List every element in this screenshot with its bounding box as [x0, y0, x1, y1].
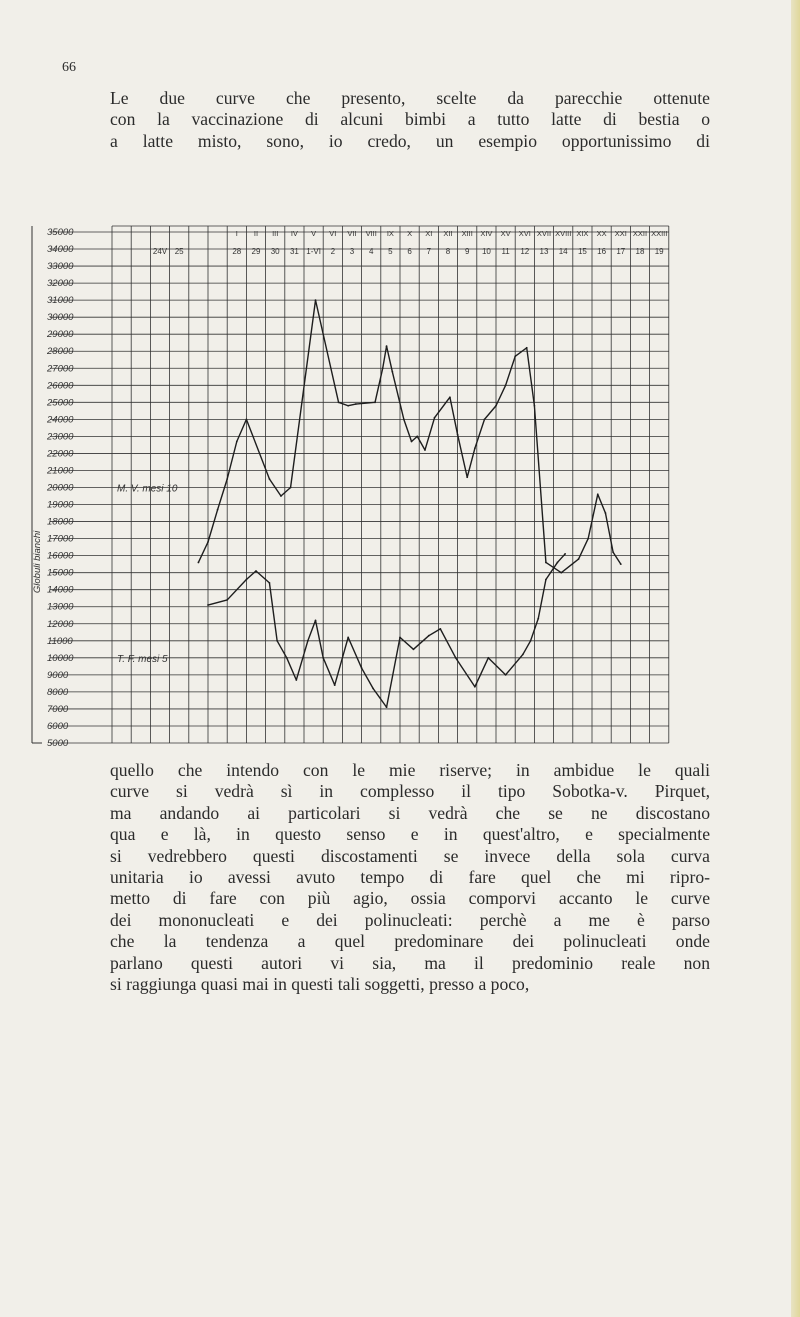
day-date: 6	[407, 247, 412, 256]
text-line: dei mononucleati e dei polinucleati: perchè a me è parso	[110, 909, 710, 930]
series-point	[597, 493, 599, 495]
y-tick-label: 13000	[47, 601, 74, 613]
series-point	[620, 563, 622, 565]
series-annotation: M. V. mesi 10	[117, 483, 178, 495]
day-date: 15	[577, 247, 587, 256]
day-numeral: VI	[329, 229, 337, 238]
series-point	[226, 599, 228, 601]
day-date: 7	[426, 247, 432, 256]
text-line: con la vaccinazione di alcuni bimbi a tutto latte di bestia o	[110, 109, 710, 130]
day-numeral: XXI	[614, 229, 627, 238]
y-tick-label: 22000	[47, 448, 74, 460]
series-point	[537, 618, 539, 620]
series-point	[526, 347, 528, 349]
series-point	[495, 405, 497, 407]
y-tick-label: 23000	[47, 431, 74, 443]
day-date: 14	[558, 247, 568, 256]
text-line: unitaria io avessi avuto tempo di fare quel che mi ripro-	[110, 867, 710, 888]
text-line: metto di fare con più agio, ossia comporvi accanto le curve	[110, 888, 710, 909]
series-point	[355, 403, 357, 405]
y-tick-label: 16000	[47, 550, 74, 562]
series-point	[269, 478, 271, 480]
series-point	[374, 401, 376, 403]
series-point	[276, 640, 278, 642]
day-date: 17	[616, 247, 626, 256]
series-point	[578, 558, 580, 560]
y-tick-label: 30000	[47, 312, 74, 324]
series-point	[246, 579, 248, 581]
series-point	[514, 355, 516, 357]
y-tick-label: 27000	[47, 363, 74, 375]
series-point	[338, 401, 340, 403]
y-tick-label: 17000	[47, 533, 74, 545]
text-line: si raggiunga quasi mai in questi tali soggetti, presso a poco,	[110, 974, 530, 995]
series-point	[545, 562, 547, 564]
day-numeral: I	[235, 229, 238, 238]
series-point	[403, 418, 405, 420]
y-tick-label: 24000	[47, 414, 74, 426]
day-numeral: II	[253, 229, 259, 238]
day-date: 19	[654, 247, 664, 256]
day-date: 10	[481, 247, 491, 256]
y-tick-label: 25000	[47, 397, 74, 409]
series-point	[587, 538, 589, 540]
series-point	[474, 686, 476, 688]
series-point	[428, 635, 430, 637]
y-tick-label: 14000	[47, 584, 74, 596]
series-point	[466, 476, 468, 478]
series-point	[605, 512, 607, 514]
series-point	[434, 417, 436, 419]
series-point	[382, 367, 384, 369]
day-date: 4	[368, 247, 374, 256]
y-tick-label: 9000	[47, 669, 69, 681]
day-numeral: VII	[347, 229, 357, 238]
series-point	[269, 582, 271, 584]
day-numeral: IV	[290, 229, 298, 238]
series-point	[399, 636, 401, 638]
y-tick-label: 19000	[47, 499, 74, 511]
series-point	[457, 434, 459, 436]
series-point	[347, 636, 349, 638]
series-point	[424, 449, 426, 451]
y-tick-label: 18000	[47, 516, 74, 528]
series-point	[246, 418, 248, 420]
text-line: quello che intendo con le mie riserve; in ambidue le quali	[110, 760, 710, 780]
text-line: ma andando ai particolari si vedrà che se ne discostano	[110, 802, 710, 823]
series-point	[534, 405, 536, 407]
day-date: 28	[232, 247, 242, 256]
y-tick-label: 21000	[47, 465, 74, 477]
day-date: 12	[520, 247, 530, 256]
day-date: 1-VI	[306, 247, 321, 256]
y-tick-label: 28000	[47, 346, 74, 358]
text-line: che la tendenza a quel predominare dei polinucleati onde	[110, 931, 710, 952]
text-line: si vedrebbero questi discostamenti se invece della sola curva	[110, 845, 710, 866]
day-date: 9	[464, 247, 470, 256]
text-line: curve si vedrà sì in complesso il tipo Sobotka-v. Pirquet,	[110, 781, 710, 802]
day-numeral: X	[407, 229, 413, 238]
body-paragraph	[110, 760, 710, 995]
day-numeral: XXII	[632, 229, 648, 238]
series-point	[236, 441, 238, 443]
series-point	[280, 495, 282, 497]
series-point	[411, 441, 413, 443]
series-point	[372, 688, 374, 690]
day-date: 11	[501, 247, 510, 256]
text-line: a latte misto, sono, io credo, un esempio opportunissimo di	[110, 130, 710, 151]
day-date: 25	[174, 247, 184, 256]
day-numeral: V	[311, 229, 317, 238]
day-numeral: XIV	[480, 229, 493, 238]
day-date: 2	[330, 247, 336, 256]
series-point	[545, 579, 547, 581]
series-point	[386, 345, 388, 347]
day-date: 24V	[152, 247, 168, 256]
y-tick-label: 7000	[47, 703, 69, 715]
day-numeral: III	[272, 229, 279, 238]
series-point	[315, 619, 317, 621]
series-point	[295, 679, 297, 681]
day-numeral: XI	[425, 229, 433, 238]
day-numeral: VIII	[365, 229, 377, 238]
y-tick-label: 10000	[47, 652, 74, 664]
day-date: 3	[349, 247, 355, 256]
series-point	[439, 628, 441, 630]
day-numeral: XV	[500, 229, 511, 238]
series-point	[522, 654, 524, 656]
series-point	[386, 706, 388, 708]
y-tick-label: 20000	[47, 482, 74, 494]
series-point	[560, 572, 562, 574]
series-point	[217, 509, 219, 511]
series-line	[208, 554, 565, 707]
series-point	[455, 657, 457, 659]
series-point	[347, 405, 349, 407]
series-point	[557, 562, 559, 564]
series-point	[449, 396, 451, 398]
y-tick-label: 31000	[47, 295, 74, 307]
day-date: 30	[270, 247, 280, 256]
day-date: 29	[251, 247, 261, 256]
y-tick-label: 32000	[47, 278, 74, 290]
series-point	[530, 640, 532, 642]
day-numeral: XVIII	[555, 229, 572, 238]
series-point	[290, 487, 292, 489]
series-point	[207, 604, 209, 606]
series-point	[505, 674, 507, 676]
series-point	[322, 657, 324, 659]
day-date: 5	[388, 247, 393, 256]
y-tick-label: 33000	[47, 261, 74, 273]
series-annotation: T. F. mesi 5	[117, 653, 168, 665]
series-point	[226, 478, 228, 480]
day-numeral: XX	[596, 229, 607, 238]
y-tick-label: 6000	[47, 720, 69, 732]
day-numeral: XXIII	[651, 229, 668, 238]
day-date: 13	[539, 247, 549, 256]
day-numeral: XIX	[576, 229, 589, 238]
y-tick-label: 11000	[47, 635, 73, 647]
text-line: Le due curve che presento, scelte da parecchie ottenute	[110, 88, 710, 108]
series-point	[286, 657, 288, 659]
day-date: 8	[445, 247, 451, 256]
day-numeral: XII	[443, 229, 453, 238]
series-point	[413, 648, 415, 650]
day-numeral: IX	[386, 229, 394, 238]
y-tick-label: 26000	[47, 380, 74, 392]
text-line: parlano questi autori vi sia, ma il predominio reale non	[110, 952, 710, 973]
series-point	[391, 371, 393, 373]
y-tick-label: 15000	[47, 567, 74, 579]
day-numeral: XVII	[536, 229, 552, 238]
series-point	[487, 657, 489, 659]
series-point	[207, 541, 209, 543]
series-point	[505, 384, 507, 386]
y-tick-label: 35000	[47, 227, 74, 238]
y-tick-label: 12000	[47, 618, 74, 630]
y-axis-label: Globuli bianchi	[32, 530, 43, 594]
day-date: 18	[635, 247, 645, 256]
series-point	[474, 447, 476, 449]
y-tick-label: 34000	[47, 244, 74, 256]
series-point	[198, 562, 200, 564]
series-point	[315, 299, 317, 301]
series-point	[416, 436, 418, 438]
page-number: 66	[62, 60, 76, 75]
day-date: 16	[597, 247, 607, 256]
series-point	[361, 667, 363, 669]
series-point	[307, 640, 309, 642]
y-tick-label: 5000	[47, 738, 69, 749]
series-point	[564, 553, 566, 555]
day-date: 31	[289, 247, 299, 256]
series-point	[484, 418, 486, 420]
day-numeral: XVI	[518, 229, 531, 238]
series-point	[255, 570, 257, 572]
text-line: qua e là, in questo senso e in quest'altro, e specialmente	[110, 824, 710, 845]
series-point	[612, 551, 614, 553]
y-tick-label: 29000	[47, 329, 74, 341]
y-tick-label: 8000	[47, 686, 69, 698]
series-point	[334, 684, 336, 686]
day-numeral: XIII	[461, 229, 473, 238]
